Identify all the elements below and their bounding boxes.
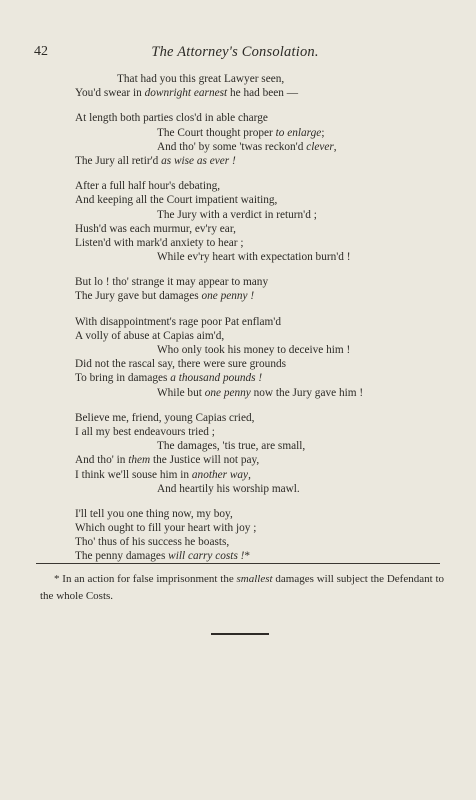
poem-line (75, 222, 437, 236)
line-text: And heartily his worship mawl. (157, 482, 300, 495)
stanza-gap (117, 496, 437, 507)
italic-text: clever (306, 140, 334, 153)
line-text: At length both parties clos'd in able charge (75, 112, 268, 125)
poem-line (75, 193, 437, 207)
footnote-text-run: * In an action for false imprisonment the (54, 573, 237, 585)
poem-line (117, 126, 437, 140)
poem-line (75, 507, 437, 521)
line-text: The damages, 'tis true, are small, (157, 440, 306, 453)
line-text: Listen'd with mark'd anxiety to hear ; (75, 236, 244, 249)
poem-line (75, 86, 437, 100)
poem-line (75, 111, 437, 125)
line-text: The Jury gave but damages (75, 290, 202, 303)
footnote-separator-rule (36, 563, 440, 564)
poem-line (75, 179, 437, 193)
line-text: I all my best endeavours tried ; (75, 425, 215, 438)
line-text: The Jury with a verdict in return'd ; (157, 208, 317, 221)
italic-text: one penny ! (201, 290, 255, 303)
footnote-italic-text: smallest (236, 573, 273, 585)
poem-line (117, 343, 437, 357)
line-text: , (248, 468, 251, 481)
line-text: Did not the rascal say, there were sure grounds (75, 358, 287, 371)
line-text: You'd swear in (75, 87, 145, 100)
line-text: And tho' in (75, 454, 129, 467)
line-text: To bring in damages (75, 372, 171, 385)
poem-line (75, 521, 437, 535)
italic-text: a thousand pounds ! (170, 372, 263, 385)
footnote-text-run: damages will subject the Defendant to the whole Costs. (40, 573, 445, 602)
poem-line (75, 236, 437, 250)
line-text: But lo ! tho' strange it may appear to many (75, 276, 269, 289)
poem-line (75, 535, 437, 549)
line-text: That had you this great Lawyer seen, (117, 73, 285, 85)
italic-text: downright earnest (144, 87, 228, 100)
line-text: he had been — (227, 87, 299, 100)
poem-line (75, 329, 437, 343)
line-text: I'll tell you one thing now, my boy, (75, 507, 233, 520)
italic-text: to enlarge (275, 126, 322, 139)
line-text: And tho' by some 'twas reckon'd (157, 140, 307, 153)
poem-line (75, 549, 437, 563)
line-text: the Justice will not pay, (150, 454, 260, 467)
line-text: While but (157, 386, 205, 399)
poem-body (75, 72, 437, 564)
stanza-gap (117, 400, 437, 411)
line-text: With disappointment's rage poor Pat enflam'd (75, 315, 281, 328)
line-text: The penny damages (75, 550, 169, 563)
footnote-text (40, 571, 444, 604)
poem-line (75, 289, 437, 303)
poem-line (75, 154, 437, 168)
line-text: And keeping all the Court impatient waiting, (75, 194, 278, 207)
poem-line (117, 386, 437, 400)
line-text: * (244, 550, 251, 563)
line-text: The Jury all retir'd (75, 154, 162, 167)
poem-line (75, 453, 437, 467)
line-text: While ev'ry heart with expectation burn'd ! (157, 251, 351, 264)
italic-text: as wise as ever ! (161, 154, 236, 167)
line-text: The Court thought proper (157, 126, 276, 139)
page-header (34, 44, 436, 62)
line-text: Believe me, friend, young Capias cried, (75, 411, 255, 424)
line-text: After a full half hour's debating, (75, 180, 221, 193)
line-text: I think we'll souse him in (75, 468, 192, 481)
line-text: Who only took his money to deceive him ! (157, 344, 351, 356)
stanza-gap (117, 168, 437, 179)
poem-line (75, 468, 437, 482)
line-text: Which ought to fill your heart with joy ; (75, 522, 257, 535)
poem-line (117, 72, 437, 86)
poem-line (75, 357, 437, 371)
line-text: ; (321, 126, 325, 139)
italic-text: them (128, 454, 151, 467)
line-text: A volly of abuse at Capias aim'd, (75, 329, 225, 342)
italic-text: will carry costs ! (168, 550, 245, 563)
line-text: now the Jury gave him ! (250, 386, 364, 399)
poem-line (117, 140, 437, 154)
italic-text: one penny (204, 386, 251, 399)
end-ornament-rule (211, 633, 269, 635)
poem-line (117, 482, 437, 496)
poem-line (75, 275, 437, 289)
poem-line (75, 411, 437, 425)
italic-text: another way (191, 468, 249, 481)
poem-line (75, 425, 437, 439)
footnote (40, 571, 444, 604)
poem-line (75, 371, 437, 385)
stanza-gap (117, 304, 437, 315)
stanza-gap (117, 100, 437, 111)
poem-line (117, 439, 437, 453)
page-number: 42 (34, 44, 48, 59)
poem-line (117, 250, 437, 264)
line-text: , (333, 140, 337, 153)
stanza-gap (117, 264, 437, 275)
line-text: Hush'd was each murmur, ev'ry ear, (75, 222, 236, 235)
poem-line (75, 315, 437, 329)
line-text: Tho' thus of his success he boasts, (75, 536, 230, 549)
running-title: The Attorney's Consolation. (151, 44, 319, 60)
poem-line (117, 208, 437, 222)
